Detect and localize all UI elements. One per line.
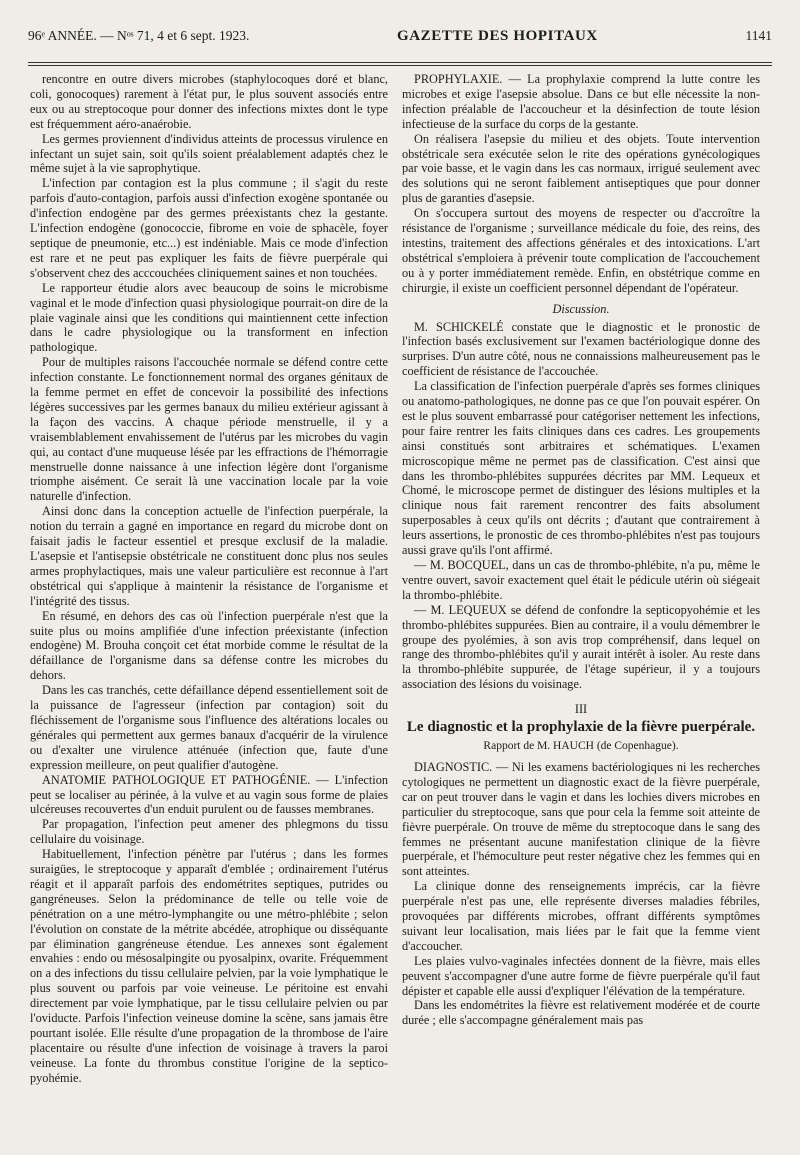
section-byline: Rapport de M. HAUCH (de Copenhague). <box>483 740 679 753</box>
paragraph: Les germes proviennent d'individus atteints de processus virulence en infectant un sujet sain, soit qu'ils soient préalablement adaptés chez le même sujet à la vie saprophytique. <box>30 131 388 176</box>
paragraph: L'infection par contagion est la plus commune ; il s'agit du reste parfois d'auto-contagion, parfois aussi d'infection exogène spontanée ou d'infection endogène par des germes préexistants chez la gestante. L'infection endogène (gonococcie, fibrome en voie de sphacèle, foyer septique de pneumonie, etc...) est indéniable. Mais ce mode d'infection est rare et ne peut pas expliquer les faits de fièvre puerpérale qui s'observent chez des acccouchées cliniquement saines et non touchées. <box>30 176 388 280</box>
paragraph: Par propagation, l'infection peut amener des phlegmons du tissu cellulaire du voisinage. <box>30 817 388 847</box>
paragraph: — M. LEQUEUX se défend de confondre la septicopyohémie et les thrombo-phlébites suppurées. Bien au contraire, il a voulu démembrer le groupe des pyolémies, à son avis trop compréhensif, dans lequel on range des thrombo-phlébites qu'il y aurait intérêt à isoler. Au reste dans la thrombo-phlébite suppurée, de l'étage supérieur, il y a toujours association des lésions du voisinage. <box>402 602 760 692</box>
paragraph: — M. BOCQUEL, dans un cas de thrombo-phlébite, n'a pu, même le ventre ouvert, savoir exactement quel était le pédicule utérin où siégeait la thrombo-phlébite. <box>402 558 760 602</box>
paragraph: On réalisera l'asepsie du milieu et des objets. Toute intervention obstétricale sera exécutée selon le rite des opérations gynécologiques par voie basse, et le vagin dans les cas normaux, irrigué seulement avec des solutions qui ne seront faiblement antiseptiques que pour donner plus de garanties d'asepsie. <box>402 131 760 206</box>
paragraph: rencontre en outre divers microbes (staphylocoques doré et blanc, coli, gonocoques) rarement à l'état pur, le plus souvent associés entre eux ou au streptocoque pour donner des infections mixtes dont le type est fréquemment aéro-anaérobie. <box>30 72 388 131</box>
paragraph: Dans les cas tranchés, cette défaillance dépend essentiellement soit de la puissance de l'agresseur (infection par contagion) soit du fléchissement de l'organisme sous l'influence des altérations locales ou générales qui permettent aux germes banaux d'acquérir de la virulence ou d'exalter une virulence atténuée (infection que, faute d'une expression meilleure, on peut qualifier d'autogène. <box>30 683 388 772</box>
section-title: Le diagnostic et la prophylaxie de la fièvre puerpérale. <box>406 719 756 736</box>
paragraph: En résumé, en dehors des cas où l'infection puerpérale n'est que la suite plus ou moins amplifiée d'une infection préexistante (infection endogène) M. Brouha conçoit cet état morbide comme le résultat de la défaillance de l'organisme dans sa défense contre les microbes du dehors. <box>30 608 388 683</box>
paragraph: M. SCHICKELÉ constate que le diagnostic et le pronostic de l'infection basés exclusivement sur l'examen bactériologique donne des surprises. D'un autre côté, nous ne connaissions malheureusement pas le coefficient de résistance de l'accouchée. <box>402 319 760 379</box>
discussion-heading: Discussion. <box>552 301 610 316</box>
header-rule-double <box>28 65 772 66</box>
header-rule <box>28 62 772 63</box>
paragraph: Dans les endométrites la fièvre est relativement modérée et de courte durée ; elle s'accompagne généralement mais pas <box>402 998 760 1028</box>
issue-info: 96ᵉ ANNÉE. — Nᵒˢ 71, 4 et 6 sept. 1923. <box>28 28 250 43</box>
section-number: III <box>574 702 588 717</box>
paragraph: Pour de multiples raisons l'accouchée normale se défend contre cette infection constante. Le fonctionnement normal des organes génitaux de la femme permet en effet de concevoir la possibilité des infections légères successives par les germes banaux du milieu extérieur agissant à la façon des vaccins. A chaque période menstruelle, il y a vraisemblablement envahissement de l'utérus par les microbes du vagin qui, au contact d'une muqueuse lésée par les effractions de l'hémorragie menstruelle donne naissance à une infection légère dont l'organisme triomphe aisément. Ce serait là une vaccination locale par la voie naturelle d'infection. <box>30 355 388 504</box>
paragraph-anatomie: ANATOMIE PATHOLOGIQUE ET PATHOGÉNIE. — L'infection peut se localiser au périnée, à la vulve et au vagin sous forme de plaies ulcéreuses recouvertes d'un enduit purulent ou de fausses membranes. <box>30 772 388 817</box>
paragraph: Le rapporteur étudie alors avec beaucoup de soins le microbisme vaginal et le mode d'infection quasi physiologique pourrait-on dire de la plaie vaginale ainsi que les conditions qui maintiennent cette infection dans le cadre physiologique ou la transforment en infection pathologique. <box>30 280 388 355</box>
page-header <box>28 28 772 58</box>
paragraph: La clinique donne des renseignements imprécis, car la fièvre puerpérale n'est pas une, elle représente diverses maladies fébriles, provoquées par différents microbes, offrant différents symptômes suivant leur localisation, mais liées par le fait que la femme vient d'accoucher. <box>402 879 760 953</box>
paragraph: Les plaies vulvo-vaginales infectées donnent de la fièvre, mais elles peuvent s'accompagner d'une autre forme de fièvre puerpérale qu'il faut dépister et capable elle aussi d'expliquer l'élévation de la température. <box>402 953 760 998</box>
paragraph: On s'occupera surtout des moyens de respecter ou d'accroître la résistance de l'organisme ; surveillance médicale du foie, des reins, des intestins, traitement des affections générales et des intoxications. L'art obstétrical s'emploiera à prévenir toute complication de l'accouchement ou à y porter immédiatement remède. Enfin, en obstétrique comme en chirurgie, il existe un coefficient personnel dépendant de l'opérateur. <box>402 206 760 295</box>
paragraph: La classification de l'infection puerpérale d'après ses formes cliniques ou anatomo-pathologiques, ne donne pas ce que l'on pouvait espérer. On est le plus souvent embarrassé pour catégoriser nettement les infections, pour faire rentrer les faits cliniques dans ces cadres. Les groupements ainsi constitués sont arbitraires et schématiques. L'examen microscopique même ne permet pas de classification. C'est ainsi que dans les thrombo-phlébites suppurées décrites par MM. Lequeux et Chomé, le microscope permet de distinguer des lésions multiples et la clinique nous fait rarement rencontrer des faits absolument superposables à ceux qu'ils ont décrits ; d'autant que contrairement à leurs assertions, le pronostic de ces thrombo-phlébites n'est pas toujours aussi grave qu'ils l'ont affirmé. <box>402 379 760 558</box>
paragraph-diagnostic: DIAGNOSTIC. — Ni les examens bactériologiques ni les recherches cytologiques ne permettent un diagnostic exact de la fièvre puerpérale, car on peut trouver dans le vagin et dans les lochies divers microbes en particulier du streptocoque, sans que pour cela la femme soit atteinte de fièvre puerpérale. On trouve de même du streptocoque dans le sang des femmes ne présentant aucune manifestation clinique de la fièvre puerpérale, et l'hémoculture peut rester négative chez les femmes qui en sont atteintes. <box>402 759 760 879</box>
right-column <box>402 72 760 1142</box>
journal-title: GAZETTE DES HOPITAUX <box>396 28 598 44</box>
left-column <box>30 72 388 1142</box>
paragraph: Ainsi donc dans la conception actuelle de l'infection puerpérale, la notion du terrain a gagné en importance en regard du microbe dont on faisait jadis le facteur essentiel et presque exclusif de la maladie. L'asepsie et l'antisepsie obstétricale ne constituent donc plus nos seules armes prophylactiques, mais une valeur particulière est reconnue à l'art obstétrical qui s'applique à maintenir la résistance de l'organisme et l'intégrité des tissus. <box>30 504 388 608</box>
paragraph-prophylaxie: PROPHYLAXIE. — La prophylaxie comprend la lutte contre les microbes et exige l'asepsie absolue. Dans ce but elle nécessite la non-infection préalable de l'accoucheur et la désinfection de toute lésion infectieuse de la surface du corps de la gestante. <box>402 72 760 131</box>
page-number: 1141 <box>745 28 772 43</box>
paragraph: Habituellement, l'infection pénètre par l'utérus ; dans les formes suraigües, le streptocoque y apparaît d'emblée ; ordinairement l'utérus réagit et il apparaît parfois des endométrites septiques, putrides ou gangréneuses. Selon la prédominance de telle ou telle voie de pénétration on a une métro-lymphangite ou une métro-phlébite ; selon l'évolution on constate de la métrite abcédée, atrophique ou disséquante par élimination gangréneuse étendue. Les annexes sont également envahies : endo ou mésosalpingite ou pyosalpinx, ovarite. Fréquemment on a des infections du tissu cellulaire pelvien, par la voie lymphatique le plus souvent ou parfois par voie veineuse. Le péritoine est envahi directement par voie lymphatique, par le tissu cellulaire pelvien ou par l'oviducte. Parfois l'infection veineuse domine la scène, sans jamais être pourtant isolée. Elle résulte d'une propagation de la thrombose de l'aire placentaire ou résulte d'une infection de voisinage à travers la paroi veineuse. La fonte du thrombus constitue l'origine de la septico-pyohémie. <box>30 847 388 1085</box>
